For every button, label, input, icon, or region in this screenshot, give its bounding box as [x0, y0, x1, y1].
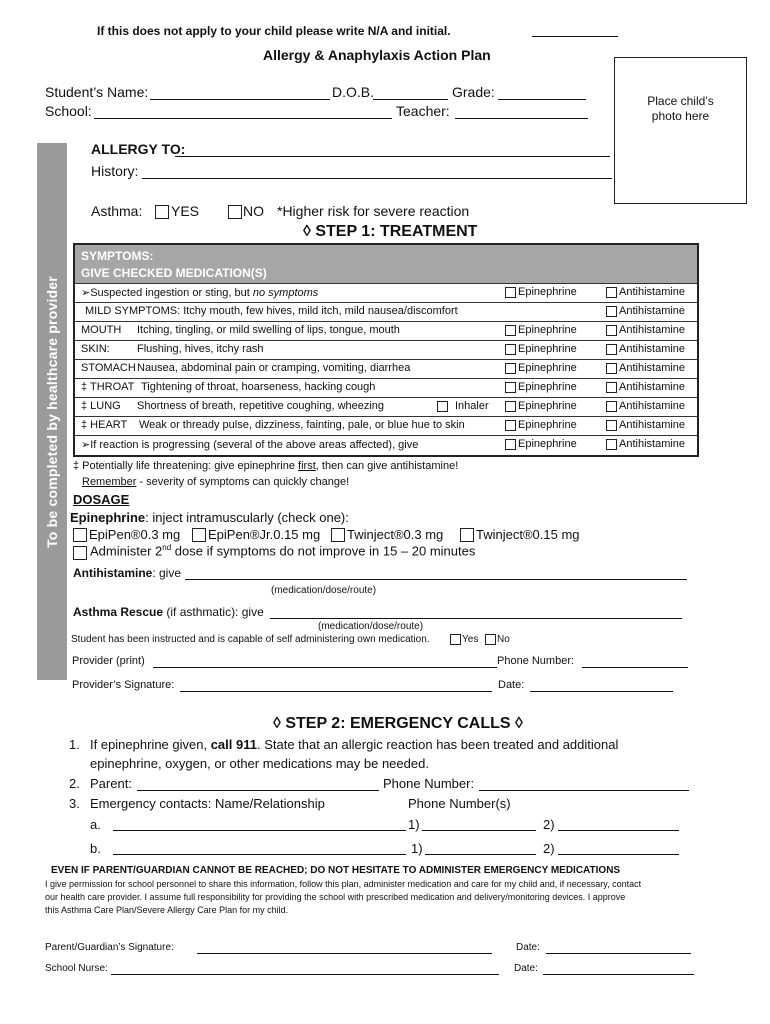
instruction-note: If this does not apply to your child please write N/A and initial. [97, 24, 451, 38]
symptom-area: ‡ THROAT [81, 381, 135, 393]
self-admin-yes-label: Yes [462, 634, 479, 645]
school-label: School: [45, 103, 92, 119]
epinephrine-label: Epinephrine [518, 438, 577, 450]
epipen-0.3-label: EpiPen®0.3 mg [89, 527, 181, 542]
self-admin-no-checkbox[interactable] [485, 634, 496, 645]
asthma-rescue-caption: (medication/dose/route) [318, 621, 424, 632]
antihistamine-label: Antihistamine [619, 381, 686, 393]
remember-note: Remember - severity of symptoms can quickly change! [82, 476, 350, 488]
antihistamine-field[interactable] [185, 579, 687, 580]
grade-label: Grade: [452, 84, 495, 100]
contact-b-phone1-label: 1) [411, 841, 423, 856]
provider-date-label: Date: [498, 679, 525, 691]
epinephrine-checkbox[interactable] [505, 439, 516, 450]
sidebar-label: To be completed by healthcare provider [44, 275, 60, 548]
item1-text-line2: epinephrine, oxygen, or other medications may be needed. [90, 756, 429, 771]
epinephrine-label: Epinephrine [518, 400, 577, 412]
antihistamine-label: Antihistamine [619, 419, 686, 431]
second-dose-label: Administer 2nd dose if symptoms do not improve in 15 – 20 minutes [90, 543, 476, 559]
contact-b-phone2-field[interactable] [558, 854, 679, 855]
item1-number: 1. [69, 737, 80, 752]
symptom-text: ➢Suspected ingestion or sting, but no symptoms [81, 287, 319, 299]
provider-print-label: Provider (print) [72, 655, 145, 667]
antihistamine-label: Antihistamine [619, 362, 686, 374]
epinephrine-checkbox[interactable] [505, 420, 516, 431]
school-nurse-field[interactable] [111, 974, 499, 975]
symptoms-table-header [75, 245, 697, 283]
step2-title: ◊ STEP 2: EMERGENCY CALLS ◊ [273, 715, 523, 732]
epinephrine-checkbox[interactable] [505, 382, 516, 393]
table-row [75, 340, 697, 359]
symptom-text: ➢If reaction is progressing (several of the above areas affected), give [81, 439, 419, 451]
photo-box[interactable] [614, 57, 747, 204]
parent-date-field[interactable] [546, 953, 691, 954]
table-row [75, 359, 697, 378]
epipen-jr-checkbox[interactable] [192, 528, 206, 542]
parent-date-label: Date: [516, 942, 540, 953]
initial-field[interactable] [532, 36, 618, 37]
risk-note: *Higher risk for severe reaction [277, 203, 470, 219]
asthma-yes-checkbox[interactable] [155, 205, 169, 219]
symptom-text: MILD SYMPTOMS: Itchy mouth, few hives, mild itch, mild nausea/discomfort [85, 305, 458, 317]
contact-a-phone1-label: 1) [408, 817, 420, 832]
epinephrine-label: Epinephrine [518, 343, 577, 355]
antihistamine-checkbox[interactable] [606, 401, 617, 412]
life-threatening-note: ‡ Potentially life threatening: give epinephrine first, then can give antihistamine! [73, 460, 459, 472]
table-row [75, 321, 697, 340]
second-dose-checkbox[interactable] [73, 546, 87, 560]
provider-signature-field[interactable] [180, 691, 492, 692]
asthma-yes-label: YES [171, 203, 200, 219]
antihistamine-caption: (medication/dose/route) [271, 585, 377, 596]
antihistamine-label: Antihistamine [619, 400, 686, 412]
self-admin-yes-checkbox[interactable] [450, 634, 461, 645]
symptoms-table [73, 243, 699, 457]
dob-label: D.O.B. [332, 84, 375, 100]
antihistamine-checkbox[interactable] [606, 382, 617, 393]
photo-box-label-1: Place child’s [647, 94, 714, 108]
contact-b-name-field[interactable] [113, 854, 406, 855]
contact-a-phone2-field[interactable] [558, 830, 679, 831]
antihistamine-checkbox[interactable] [606, 287, 617, 298]
provider-signature-label: Provider’s Signature: [72, 679, 175, 691]
table-row [75, 302, 697, 321]
antihistamine-label: Antihistamine [619, 324, 686, 336]
symptoms-header-label: SYMPTOMS: [81, 249, 154, 263]
emergency-contacts-label: Emergency contacts: Name/Relationship [90, 796, 325, 811]
student-name-field[interactable] [150, 99, 330, 100]
parent-label: Parent: [90, 776, 132, 791]
twinject-0.3-label: Twinject®0.3 mg [347, 527, 444, 542]
page-title: Allergy & Anaphylaxis Action Plan [263, 47, 491, 63]
allergy-to-field[interactable] [175, 156, 610, 157]
antihistamine-checkbox[interactable] [606, 420, 617, 431]
provider-phone-label: Phone Number: [497, 655, 575, 667]
history-field[interactable] [142, 178, 612, 179]
parent-signature-field[interactable] [197, 953, 492, 954]
antihistamine-label: Antihistamine: give [73, 566, 182, 580]
asthma-no-label: NO [243, 203, 264, 219]
step1-title: ◊ STEP 1: TREATMENT [303, 223, 478, 240]
contact-b-phone1-field[interactable] [425, 854, 536, 855]
contact-b-phone2-label: 2) [543, 841, 555, 856]
antihistamine-checkbox[interactable] [606, 344, 617, 355]
antihistamine-label: Antihistamine [619, 343, 686, 355]
antihistamine-checkbox[interactable] [606, 439, 617, 450]
inhaler-label: Inhaler [455, 400, 489, 412]
epinephrine-checkbox[interactable] [505, 325, 516, 336]
history-label: History: [91, 163, 139, 179]
item1-text: If epinephrine given, call 911. State that an allergic reaction has been treated and additional [90, 737, 619, 752]
contact-a-phone2-label: 2) [543, 817, 555, 832]
epinephrine-checkbox[interactable] [505, 344, 516, 355]
epinephrine-label: Epinephrine [518, 362, 577, 374]
epinephrine-checkbox[interactable] [505, 401, 516, 412]
antihistamine-checkbox[interactable] [606, 325, 617, 336]
grade-field[interactable] [498, 99, 586, 100]
asthma-rescue-field[interactable] [270, 618, 682, 619]
epipen-jr-label: EpiPen®Jr.0.15 mg [208, 527, 321, 542]
emergency-warning: EVEN IF PARENT/GUARDIAN CANNOT BE REACHED; DO NOT HESITATE TO ADMINISTER EMERGENCY MEDICATIONS [51, 865, 621, 876]
dosage-title: DOSAGE [73, 492, 130, 507]
symptom-text: Nausea, abdominal pain or cramping, vomiting, diarrhea [137, 362, 411, 374]
epinephrine-label: Epinephrine [518, 419, 577, 431]
antihistamine-checkbox[interactable] [606, 306, 617, 317]
symptom-area: ‡ HEART [81, 419, 128, 431]
symptom-text: Tightening of throat, hoarseness, hacking cough [141, 381, 376, 393]
item3-number: 3. [69, 796, 80, 811]
table-row [75, 397, 697, 416]
self-admin-statement: Student has been instructed and is capable of self administering own medication. [71, 634, 430, 645]
twinject-0.3-checkbox[interactable] [331, 528, 345, 542]
epinephrine-label: Epinephrine [518, 381, 577, 393]
epinephrine-label: Epinephrine [518, 286, 577, 298]
photo-box-label-2: photo here [651, 109, 710, 123]
antihistamine-checkbox[interactable] [606, 363, 617, 374]
school-nurse-label: School Nurse: [45, 963, 108, 974]
antihistamine-label: Antihistamine [619, 438, 686, 450]
self-admin-no-label: No [497, 634, 510, 645]
twinject-0.15-checkbox[interactable] [460, 528, 474, 542]
symptom-text: Weak or thready pulse, dizziness, fainting, pale, or blue hue to skin [139, 419, 465, 431]
parent-phone-field[interactable] [479, 790, 689, 791]
symptom-area: MOUTH [81, 324, 122, 336]
teacher-label: Teacher: [396, 103, 450, 119]
antihistamine-label: Antihistamine [619, 286, 686, 298]
student-name-label: Student’s Name: [45, 84, 149, 100]
provider-date-field[interactable] [530, 691, 673, 692]
parent-phone-label: Phone Number: [383, 776, 475, 791]
phone-numbers-label: Phone Number(s) [408, 796, 511, 811]
school-field[interactable] [94, 118, 392, 119]
parent-signature-label: Parent/Guardian’s Signature: [45, 942, 174, 953]
symptom-area: ‡ LUNG [81, 400, 121, 412]
table-row [75, 435, 697, 454]
table-row [75, 283, 697, 302]
provider-phone-field[interactable] [582, 667, 688, 668]
parent-field[interactable] [137, 790, 379, 791]
epinephrine-checkbox[interactable] [505, 363, 516, 374]
symptom-area: SKIN: [81, 343, 110, 355]
contact-b-label: b. [90, 841, 101, 856]
provider-print-field[interactable] [153, 667, 497, 668]
contact-a-label: a. [90, 817, 101, 832]
nurse-date-label: Date: [514, 963, 538, 974]
contact-a-name-field[interactable] [113, 830, 406, 831]
contact-a-phone1-field[interactable] [422, 830, 536, 831]
allergy-to-label: ALLERGY TO: [91, 141, 186, 157]
dob-field[interactable] [373, 99, 448, 100]
consent-line-1: I give permission for school personnel to share this information, follow this plan, administer medication and care for my child and, if necessary, contact [45, 879, 642, 889]
asthma-no-checkbox[interactable] [228, 205, 242, 219]
symptom-text: Shortness of breath, repetitive coughing, wheezing [137, 400, 385, 412]
teacher-field[interactable] [455, 118, 588, 119]
asthma-rescue-label: Asthma Rescue (if asthmatic): give [73, 605, 264, 619]
twinject-0.15-label: Twinject®0.15 mg [476, 527, 580, 542]
item2-number: 2. [69, 776, 80, 791]
epinephrine-instruction: Epinephrine: inject intramuscularly (check one): [70, 510, 349, 525]
table-row [75, 378, 697, 397]
symptom-text: Flushing, hives, itchy rash [137, 343, 264, 355]
nurse-date-field[interactable] [543, 974, 694, 975]
table-row [75, 416, 697, 435]
symptom-text: Itching, tingling, or mild swelling of lips, tongue, mouth [137, 324, 400, 336]
inhaler-checkbox[interactable] [437, 401, 448, 412]
consent-line-2: our health care provider. I assume full responsibility for providing the school with prescribed medication and delivery/monitoring devices. I approve [45, 892, 626, 902]
epipen-0.3-checkbox[interactable] [73, 528, 87, 542]
antihistamine-label: Antihistamine [619, 305, 686, 317]
give-medication-header-label: GIVE CHECKED MEDICATION(S) [81, 266, 267, 280]
epinephrine-label: Epinephrine [518, 324, 577, 336]
asthma-label: Asthma: [91, 203, 143, 219]
symptom-area: STOMACH [81, 362, 136, 374]
healthcare-provider-sidebar [37, 143, 67, 680]
consent-line-3: this Asthma Care Plan/Severe Allergy Care Plan for my child. [45, 905, 289, 915]
epinephrine-checkbox[interactable] [505, 287, 516, 298]
